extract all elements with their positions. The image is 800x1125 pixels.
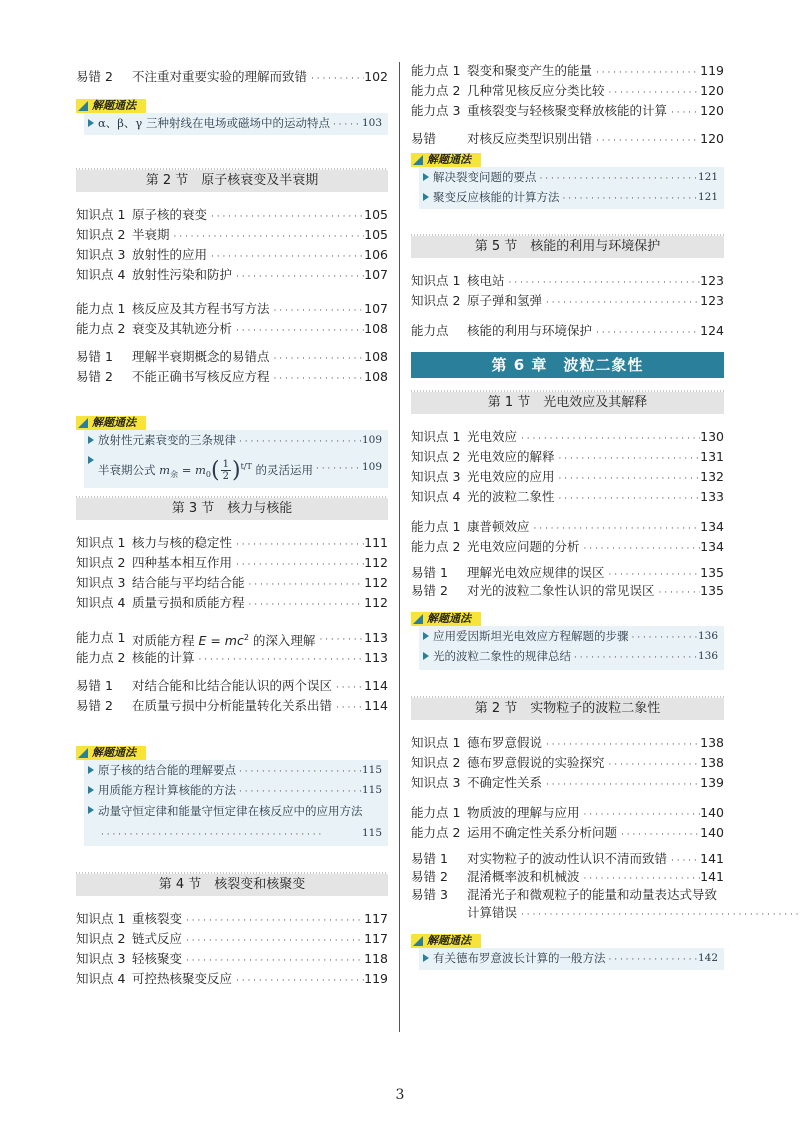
tip-item[interactable]: 光的波粒二象性的规律总结 · · · 136	[419, 646, 724, 666]
toc-entry[interactable]: 易错 3 混淆光子和微观粒子的能量和动量表达式导致 计算错误 · · ·	[411, 886, 724, 922]
chapter-heading[interactable]: 第 6 章 波粒二象性	[411, 352, 724, 378]
toc-entry[interactable]: 易错 1 对结合能和比结合能认识的两个误区 · · · 114	[76, 677, 388, 695]
toc-entry[interactable]: 能力点 2 运用不确定性关系分析问题 · · · 140	[411, 824, 724, 842]
toc-entry[interactable]: 易错 1 理解半衰期概念的易错点 · · · 108	[76, 348, 388, 366]
toc-entry[interactable]: 知识点 3 光电效应的应用 · · · 132	[411, 468, 724, 486]
tips-body	[419, 948, 724, 970]
tip-item[interactable]: 解决裂变问题的要点 · · · 121	[419, 167, 724, 187]
tip-item[interactable]: 动量守恒定律和能量守恒定律在核反应中的应用方法 · · · 115	[84, 800, 388, 844]
toc-entry[interactable]: 易错 2 在质量亏损中分析能量转化关系出错 · · · 114	[76, 697, 388, 715]
toc-entry[interactable]: 能力点 1 核反应及其方程书写方法 · · · 107	[76, 300, 388, 318]
entry-label: 易错 2	[76, 69, 113, 84]
section-heading[interactable]: 第 4 节 核裂变和核聚变	[76, 874, 388, 896]
toc-entry[interactable]: 知识点 3 放射性的应用 · · · 106	[76, 246, 388, 264]
tip-item[interactable]: 用质能方程计算核能的方法 · · · 115	[84, 780, 388, 800]
section-heading[interactable]: 第 2 节 实物粒子的波粒二象性	[411, 698, 724, 720]
toc-entry[interactable]: 知识点 1 德布罗意假说 · · · 138	[411, 734, 724, 752]
section-heading[interactable]: 第 2 节 原子核衰变及半衰期	[76, 170, 388, 192]
toc-entry[interactable]: 易错 2 混淆概率波和机械波 · · · 141	[411, 868, 724, 886]
toc-entry[interactable]	[76, 68, 388, 86]
tip-item[interactable]: α、β、γ 三种射线在电场或磁场中的运动特点 · · · 103	[84, 113, 388, 133]
triangle-icon	[413, 155, 423, 165]
entry-title: 不注重对重要实验的理解而致错	[132, 69, 308, 84]
toc-entry[interactable]: 知识点 1 光电效应 · · · 130	[411, 428, 724, 446]
toc-entry[interactable]: 能力点 2 几种常见核反应分类比较 · · · 120	[411, 82, 724, 100]
toc-entry[interactable]: 能力点 2 衰变及其轨迹分析 · · · 108	[76, 320, 388, 338]
toc-entry[interactable]: 知识点 2 四种基本相互作用 · · · 112	[76, 554, 388, 572]
toc-entry[interactable]: 能力点 2 光电效应问题的分析 · · · 134	[411, 538, 724, 556]
toc-entry[interactable]: 知识点 1 原子核的衰变 · · · 105	[76, 206, 388, 224]
toc-entry[interactable]: 知识点 2 原子弹和氢弹 · · · 123	[411, 292, 724, 310]
toc-entry[interactable]: 知识点 1 核力与核的稳定性 · · · 111	[76, 534, 388, 552]
tips-body	[84, 760, 388, 846]
tip-item[interactable]: 原子核的结合能的理解要点 · · · 115	[84, 760, 388, 780]
tip-item[interactable]: 有关德布罗意波长计算的一般方法 · · · 142	[419, 948, 724, 968]
toc-entry[interactable]: 知识点 3 结合能与平均结合能 · · · 112	[76, 574, 388, 592]
tips-badge: 解题通法	[76, 416, 146, 430]
toc-entry[interactable]: 知识点 4 光的波粒二象性 · · · 133	[411, 488, 724, 506]
toc-entry[interactable]: 知识点 2 链式反应 · · · 117	[76, 930, 388, 948]
tips-body	[84, 113, 388, 135]
page-number: 3	[395, 1087, 405, 1103]
toc-entry[interactable]: 知识点 4 放射性污染和防护 · · · 107	[76, 266, 388, 284]
toc-entry[interactable]: 能力点 2 核能的计算 · · · 113	[76, 649, 388, 667]
triangle-icon	[78, 748, 88, 758]
toc-entry[interactable]: 知识点 3 不确定性关系 · · · 139	[411, 774, 724, 792]
toc-entry[interactable]: 能力点 1 裂变和聚变产生的能量 · · · 119	[411, 62, 724, 80]
section-heading[interactable]: 第 5 节 核能的利用与环境保护	[411, 236, 724, 258]
toc-entry[interactable]: 能力点 3 重核裂变与轻核聚变释放核能的计算 · · · 120	[411, 102, 724, 120]
toc-entry[interactable]: 易错 1 对实物粒子的波动性认识不清而致错 · · · 141	[411, 850, 724, 868]
toc-entry[interactable]: 能力点 1 康普顿效应 · · · 134	[411, 518, 724, 536]
toc-entry[interactable]: 知识点 2 半衰期 · · · 105	[76, 226, 388, 244]
leader-dots	[307, 68, 364, 86]
toc-entry[interactable]: 易错 2 不能正确书写核反应方程 · · · 108	[76, 368, 388, 386]
tips-body	[84, 430, 388, 488]
toc-entry[interactable]: 知识点 4 可控热核聚变反应 · · · 119	[76, 970, 388, 988]
toc-entry[interactable]: 知识点 2 光电效应的解释 · · · 131	[411, 448, 724, 466]
triangle-icon	[413, 614, 423, 624]
tips-badge: 解题通法	[411, 153, 481, 167]
toc-entry[interactable]: 知识点 1 重核裂变 · · · 117	[76, 910, 388, 928]
toc-entry[interactable]: 易错 对核反应类型识别出错 · · · 120	[411, 130, 724, 148]
tips-badge: 解题通法	[411, 934, 481, 948]
triangle-icon	[78, 418, 88, 428]
column-divider	[399, 62, 400, 1032]
section-heading[interactable]: 第 3 节 核力与核能	[76, 498, 388, 520]
tips-badge: 解题通法	[76, 746, 146, 760]
toc-entry[interactable]: 知识点 1 核电站 · · · 123	[411, 272, 724, 290]
tips-badge: 解题通法	[411, 612, 481, 626]
triangle-icon	[78, 101, 88, 111]
toc-entry[interactable]: 能力点 1 物质波的理解与应用 · · · 140	[411, 804, 724, 822]
toc-entry[interactable]: 能力点 核能的利用与环境保护 · · · 124	[411, 322, 724, 340]
triangle-icon	[413, 936, 423, 946]
fraction: $\frac{1}{2}$	[222, 459, 229, 483]
tip-item[interactable]: 应用爱因斯坦光电效应方程解题的步骤 · · · 136	[419, 626, 724, 646]
toc-entry[interactable]: 能力点 1 对质能方程 $E = mc^2$ 的深入理解 · · · 113	[76, 629, 388, 647]
tips-body	[419, 626, 724, 670]
entry-page: 102	[364, 69, 388, 84]
toc-entry[interactable]: 知识点 2 德布罗意假说的实验探究 · · · 138	[411, 754, 724, 772]
section-heading[interactable]: 第 1 节 光电效应及其解释	[411, 392, 724, 414]
toc-entry[interactable]: 知识点 4 质量亏损和质能方程 · · · 112	[76, 594, 388, 612]
toc-entry[interactable]: 易错 2 对光的波粒二象性认识的常见误区 · · · 135	[411, 582, 724, 600]
tips-badge: 解题通法	[76, 99, 146, 113]
tip-item[interactable]: 放射性元素衰变的三条规律 · · · 109	[84, 430, 388, 450]
toc-entry[interactable]: 知识点 3 轻核聚变 · · · 118	[76, 950, 388, 968]
tips-body	[419, 167, 724, 209]
toc-entry[interactable]: 易错 1 理解光电效应规律的误区 · · · 135	[411, 564, 724, 582]
tip-item[interactable]: 半衰期公式 $m_余 = m_0$( $\frac{1}{2})^{t/T}$ 的灵活运用 · · · 109	[84, 450, 388, 484]
tip-item[interactable]: 聚变反应核能的计算方法 · · · 121	[419, 187, 724, 207]
